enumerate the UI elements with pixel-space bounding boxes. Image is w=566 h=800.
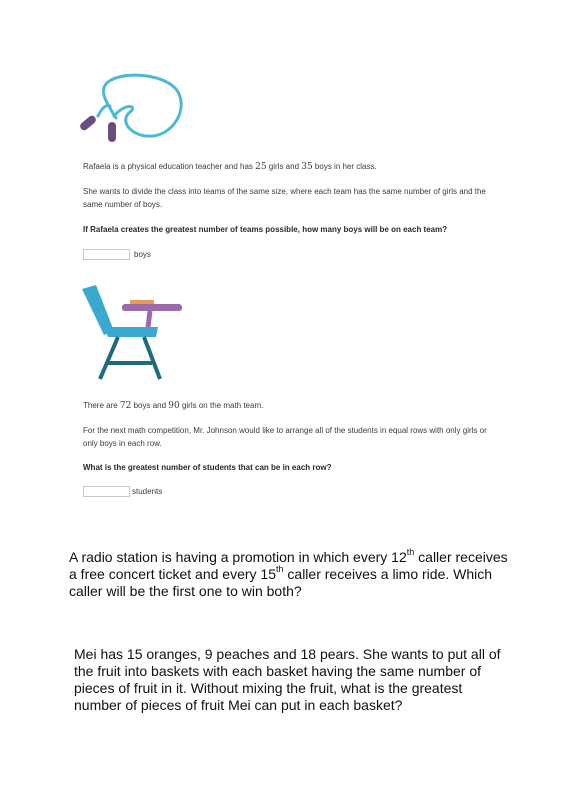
problem2-intro-a: There are xyxy=(83,401,120,410)
problem1-intro-a: Rafaela is a physical education teacher and has xyxy=(83,162,256,171)
problem3-text xyxy=(69,549,509,600)
problem3-text-a: A radio station is having a promotion in which every 12 xyxy=(69,549,407,565)
problem3-sup-a: th xyxy=(406,547,415,558)
problem1-question xyxy=(83,223,503,236)
problem2-intro xyxy=(83,399,503,413)
jump-rope-handle-right xyxy=(108,122,116,142)
problem3-text-b: caller receives a free concert ticket and every 15 xyxy=(69,549,508,582)
problem1-girls-count: 25 xyxy=(255,162,267,172)
chair-legs xyxy=(100,337,160,379)
chair-seat xyxy=(104,327,158,337)
jump-rope-image xyxy=(78,72,188,147)
problem3-text-c: caller receives a limo ride. Which caller will be the first one to win both? xyxy=(69,566,493,599)
problem2-intro-c: girls on the math team. xyxy=(179,401,264,410)
chair-book xyxy=(130,300,154,304)
desk-chair-image xyxy=(78,283,188,383)
problem4-text: Mei has 15 oranges, 9 peaches and 18 pears. She wants to put all of the fruit into baskets with each basket having the same number of pieces of fruit in it. Without mixing the fruit, what is the greatest number of pieces of fruit Mei can put in each basket? xyxy=(74,646,501,713)
problem1-unit-label: boys xyxy=(134,250,151,259)
problem1-answer-input[interactable] xyxy=(83,249,130,260)
chair-desk-arm xyxy=(148,311,150,327)
problem1-boys-count: 35 xyxy=(301,162,313,172)
problem1-details: She wants to divide the class into teams of the same size, where each team has the same number of girls and the same number of boys. xyxy=(83,187,486,209)
problem2-girls-count: 90 xyxy=(168,401,180,411)
problem2-intro-b: boys and xyxy=(131,401,169,410)
problem1-question-text: If Rafaela creates the greatest number of teams possible, how many boys will be on each team? xyxy=(83,225,448,234)
chair-desk-top xyxy=(122,304,182,311)
problem1-intro-b: girls and xyxy=(266,162,302,171)
problem2-question xyxy=(83,461,503,474)
problem2-question-text: What is the greatest number of students that can be in each row? xyxy=(83,463,332,472)
jump-rope-handle-left xyxy=(79,114,98,132)
problem2-answer-input[interactable] xyxy=(83,486,130,497)
problem2-unit-label: students xyxy=(132,487,163,496)
problem2-boys-count: 72 xyxy=(119,401,132,411)
problem1-intro xyxy=(83,160,503,174)
problem3-sup-b: th xyxy=(276,564,284,575)
problem2-details: For the next math competition, Mr. Johnson would like to arrange all of the students in equal rows with only girls or only boys in each row. xyxy=(83,426,487,448)
problem1-intro-c: boys in her class. xyxy=(312,162,377,171)
